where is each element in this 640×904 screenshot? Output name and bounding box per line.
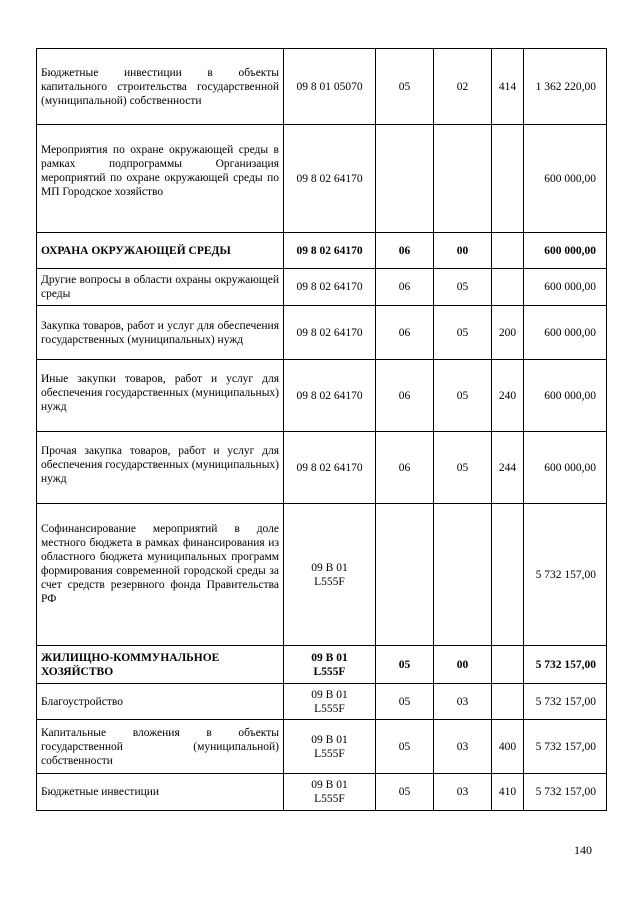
amount-cell: 600 000,00: [524, 432, 607, 504]
target-code-cell: 09 8 02 64170: [284, 233, 376, 269]
row-name-cell: Закупка товаров, работ и услуг для обеспечения государственных (муниципальных) нужд: [37, 306, 284, 360]
row-name-cell: Благоустройство: [37, 684, 284, 720]
table-row: [37, 125, 607, 233]
expense-type-cell: 414: [492, 49, 524, 125]
subsection-cell: 00: [434, 233, 492, 269]
target-code-cell: 09 В 01 L555F: [284, 504, 376, 646]
amount-cell: 600 000,00: [524, 233, 607, 269]
row-name-cell: ОХРАНА ОКРУЖАЮЩЕЙ СРЕДЫ: [37, 233, 284, 269]
amount-cell: 5 732 157,00: [524, 774, 607, 811]
expense-type-cell: [492, 504, 524, 646]
target-code-cell: 09 8 02 64170: [284, 125, 376, 233]
subsection-cell: 05: [434, 269, 492, 306]
row-name-cell: Бюджетные инвестиции в объекты капитального строительства государственной (муниципальной) собственности: [37, 49, 284, 125]
amount-cell: 5 732 157,00: [524, 720, 607, 774]
expense-type-cell: [492, 125, 524, 233]
expense-type-cell: 240: [492, 360, 524, 432]
section-cell: 05: [376, 720, 434, 774]
section-cell: 06: [376, 269, 434, 306]
subsection-cell: 03: [434, 774, 492, 811]
target-code-cell: 09 8 01 05070: [284, 49, 376, 125]
section-cell: 05: [376, 684, 434, 720]
expense-type-cell: [492, 269, 524, 306]
budget-table: [36, 48, 607, 811]
table-row: [37, 306, 607, 360]
section-cell: 06: [376, 306, 434, 360]
subsection-cell: 03: [434, 684, 492, 720]
table-row: [37, 684, 607, 720]
target-code-cell: 09 8 02 64170: [284, 360, 376, 432]
amount-cell: 600 000,00: [524, 360, 607, 432]
expense-type-cell: 400: [492, 720, 524, 774]
target-code-cell: 09 В 01 L555F: [284, 684, 376, 720]
amount-cell: 5 732 157,00: [524, 684, 607, 720]
target-code-cell: 09 8 02 64170: [284, 432, 376, 504]
table-row: [37, 360, 607, 432]
expense-type-cell: [492, 233, 524, 269]
subsection-cell: 02: [434, 49, 492, 125]
section-cell: [376, 504, 434, 646]
row-name-cell: Другие вопросы в области охраны окружающей среды: [37, 269, 284, 306]
table-row: [37, 269, 607, 306]
section-cell: 06: [376, 360, 434, 432]
expense-type-cell: [492, 684, 524, 720]
target-code-cell: 09 8 02 64170: [284, 306, 376, 360]
table-row: [37, 233, 607, 269]
row-name-cell: ЖИЛИЩНО-КОММУНАЛЬНОЕ ХОЗЯЙСТВО: [37, 646, 284, 684]
subsection-cell: [434, 125, 492, 233]
table-row: [37, 432, 607, 504]
row-name-cell: Бюджетные инвестиции: [37, 774, 284, 811]
expense-type-cell: 244: [492, 432, 524, 504]
expense-type-cell: [492, 646, 524, 684]
expense-type-cell: 410: [492, 774, 524, 811]
amount-cell: 5 732 157,00: [524, 504, 607, 646]
row-name-cell: Прочая закупка товаров, работ и услуг для обеспечения государственных (муниципальных) нужд: [37, 432, 284, 504]
subsection-cell: 05: [434, 306, 492, 360]
table-row: [37, 504, 607, 646]
row-name-cell: Софинансирование мероприятий в доле местного бюджета в рамках финансирования из областного бюджета муниципальных программ формирования современной городской среды за счет средств резервного фонда Правительства РФ: [37, 504, 284, 646]
amount-cell: 600 000,00: [524, 269, 607, 306]
section-cell: [376, 125, 434, 233]
target-code-cell: 09 В 01 L555F: [284, 720, 376, 774]
subsection-cell: 00: [434, 646, 492, 684]
section-cell: 06: [376, 432, 434, 504]
expense-type-cell: 200: [492, 306, 524, 360]
row-name-cell: Мероприятия по охране окружающей среды в рамках подпрограммы Организация мероприятий по охране окружающей среды по МП Городское хозяйство: [37, 125, 284, 233]
page-number: 140: [574, 843, 592, 857]
section-cell: 05: [376, 646, 434, 684]
amount-cell: 5 732 157,00: [524, 646, 607, 684]
table-row: [37, 646, 607, 684]
amount-cell: 1 362 220,00: [524, 49, 607, 125]
table-row: [37, 49, 607, 125]
table-row: [37, 774, 607, 811]
subsection-cell: 05: [434, 360, 492, 432]
row-name-cell: Капитальные вложения в объекты государственной (муниципальной) собственности: [37, 720, 284, 774]
target-code-cell: 09 В 01 L555F: [284, 774, 376, 811]
subsection-cell: [434, 504, 492, 646]
section-cell: 05: [376, 49, 434, 125]
target-code-cell: 09 8 02 64170: [284, 269, 376, 306]
target-code-cell: 09 В 01 L555F: [284, 646, 376, 684]
table-row: [37, 720, 607, 774]
amount-cell: 600 000,00: [524, 125, 607, 233]
amount-cell: 600 000,00: [524, 306, 607, 360]
row-name-cell: Иные закупки товаров, работ и услуг для обеспечения государственных (муниципальных) нужд: [37, 360, 284, 432]
subsection-cell: 03: [434, 720, 492, 774]
subsection-cell: 05: [434, 432, 492, 504]
section-cell: 06: [376, 233, 434, 269]
section-cell: 05: [376, 774, 434, 811]
